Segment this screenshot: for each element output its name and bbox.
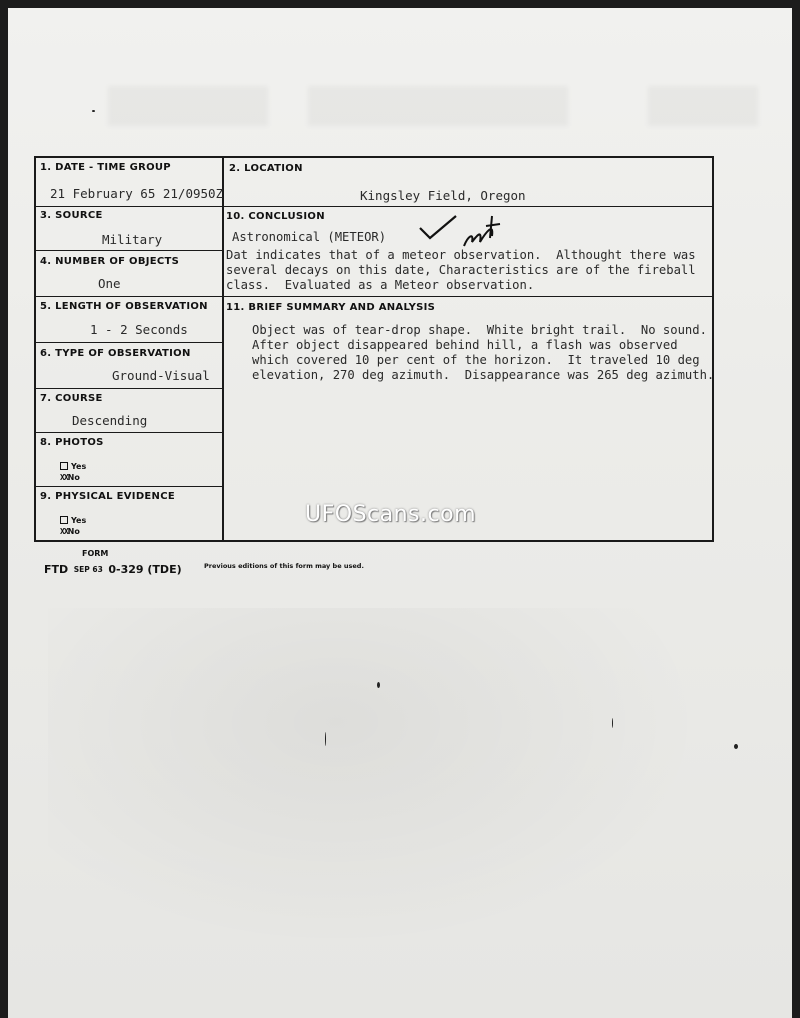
bleed-through-mark <box>648 86 758 126</box>
length-label: 5. LENGTH OF OBSERVATION <box>40 301 208 312</box>
footer-note: Previous editions of this form may be used. <box>204 562 364 570</box>
project-card-form <box>34 156 714 542</box>
checkbox-icon <box>60 462 68 470</box>
page-smudge <box>48 608 768 988</box>
summary-label: 11. BRIEF SUMMARY AND ANALYSIS <box>226 302 436 313</box>
evidence-label: 9. PHYSICAL EVIDENCE <box>40 491 175 502</box>
source-label: 3. SOURCE <box>40 210 103 221</box>
site-watermark: UFOScans.com <box>305 502 476 527</box>
conclusion-line: class. Evaluated as a Meteor observation. <box>226 278 535 292</box>
bleed-through-mark <box>108 86 268 126</box>
checkbox-icon <box>60 516 68 524</box>
course-value: Descending <box>72 413 148 428</box>
objects-label: 4. NUMBER OF OBJECTS <box>40 256 180 267</box>
source-value: Military <box>102 232 163 247</box>
conclusion-line: Astronomical (METEOR) <box>232 230 387 244</box>
evidence-no-option <box>60 527 80 536</box>
summary-line: Object was of tear-drop shape. White bright trail. No sound. <box>252 323 707 337</box>
form-number <box>44 558 182 577</box>
typed-x-mark: XX <box>60 473 68 482</box>
evidence-yes-label: Yes <box>71 516 87 525</box>
row-divider <box>36 250 224 251</box>
photos-yes-option <box>60 462 86 471</box>
footer-form-word: FORM <box>82 549 109 558</box>
row-divider <box>36 432 224 433</box>
row-divider <box>36 486 224 487</box>
row-divider <box>36 296 712 297</box>
conclusion-label: 10. CONCLUSION <box>226 211 325 222</box>
photos-yes-label: Yes <box>71 462 87 471</box>
bleed-through-mark <box>308 86 568 126</box>
form-code: 0-329 (TDE) <box>108 563 182 576</box>
form-date: SEP 63 <box>73 565 103 574</box>
date-value: 21 February 65 21/0950Z <box>50 186 224 201</box>
location-value: Kingsley Field, Oregon <box>360 188 526 203</box>
summary-line: which covered 10 per cent of the horizon. It traveled 10 deg <box>252 353 700 367</box>
type-value: Ground-Visual <box>112 368 210 383</box>
typed-x-mark: XX <box>60 527 68 536</box>
summary-line: After object disappeared behind hill, a flash was observed <box>252 338 678 352</box>
photos-no-label: No <box>67 473 80 482</box>
summary-line: elevation, 270 deg azimuth. Disappearance was 265 deg azimuth. <box>252 368 715 382</box>
row-divider <box>36 206 712 207</box>
evidence-yes-option <box>60 516 86 525</box>
row-divider <box>36 388 224 389</box>
handwritten-check-mark-icon <box>416 212 506 252</box>
date-label: 1. DATE - TIME GROUP <box>40 162 171 173</box>
course-label: 7. COURSE <box>40 393 103 404</box>
photos-label: 8. PHOTOS <box>40 437 104 448</box>
row-divider <box>36 342 224 343</box>
type-label: 6. TYPE OF OBSERVATION <box>40 348 191 359</box>
conclusion-line: several decays on this date, Characteristics are of the fireball <box>226 263 696 277</box>
photos-no-option <box>60 473 80 482</box>
location-label: 2. LOCATION <box>229 163 303 174</box>
evidence-no-label: No <box>67 527 80 536</box>
objects-value: One <box>98 276 121 291</box>
conclusion-line: Dat indicates that of a meteor observation. Althought there was <box>226 248 696 262</box>
form-ftd: FTD <box>44 563 69 576</box>
length-value: 1 - 2 Seconds <box>90 322 188 337</box>
